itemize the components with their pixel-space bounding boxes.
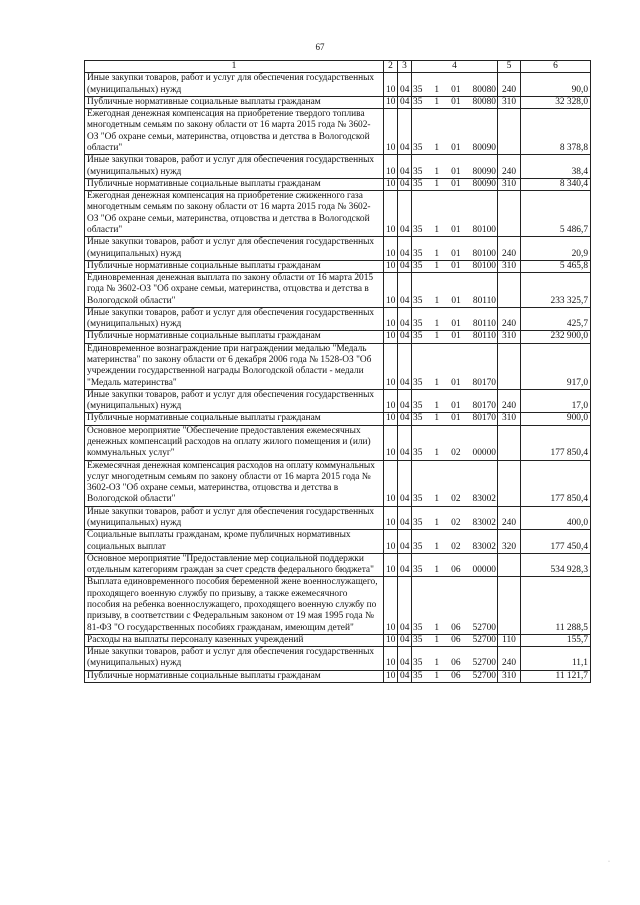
subsection-code: 04 [398,647,412,671]
code-part: 1 [434,448,440,459]
subsection-code: 04 [398,670,412,682]
table-row [85,96,591,108]
table-row [85,425,591,460]
section-code: 10 [384,155,398,179]
amount: 177 450,4 [521,530,591,554]
code-part: 80110 [472,331,496,342]
code-part: 00000 [472,565,496,576]
target-article-code-parts [413,296,496,307]
amount: 232 900,0 [521,331,591,343]
expense-type-code: 240 [498,307,521,331]
subsection-code: 04 [398,260,412,272]
row-name: Иные закупки товаров, работ и услуг для обеспечения государственных (муниципальных) нужд [85,506,384,530]
column-header: 4 [412,61,498,73]
target-article-code-parts [413,448,496,459]
code-part: 1 [434,84,440,95]
amount: 5 465,8 [521,260,591,272]
target-article-code-parts [413,249,496,260]
amount: 917,0 [521,343,591,389]
code-part: 1 [434,377,440,388]
expense-type-code [498,273,521,308]
row-name: Публичные нормативные социальные выплаты гражданам [85,413,384,425]
target-article-code-parts [413,378,496,389]
row-name: Ежемесячная денежная компенсация расходов на оплату коммунальных услуг многодетным семьям по закону области от 16 марта 2015 года № 3602-ОЗ "Об охране семьи, материнства, отцовства и детства в Вологодской области" [85,460,384,506]
subsection-code: 04 [398,460,412,506]
code-part: 52700 [472,670,496,681]
expense-type-code [498,109,521,155]
target-article-code [412,273,498,308]
code-part: 06 [451,634,461,645]
row-name: Иные закупки товаров, работ и услуг для обеспечения государственных (муниципальных) нужд [85,389,384,413]
expense-type-code: 110 [498,634,521,646]
amount: 11,1 [521,647,591,671]
amount: 11 121,7 [521,670,591,682]
table-row [85,109,591,155]
amount: 8 340,4 [521,178,591,190]
code-part: 1 [434,178,440,189]
expense-type-code: 310 [498,331,521,343]
code-part: 80090 [472,166,496,177]
row-name: Публичные нормативные социальные выплаты гражданам [85,331,384,343]
table-row [85,670,591,682]
section-code: 10 [384,178,398,190]
table-row [85,178,591,190]
code-part: 52700 [472,634,496,645]
subsection-code: 04 [398,530,412,554]
section-code: 10 [384,273,398,308]
subsection-code: 04 [398,413,412,425]
target-article-code [412,425,498,460]
code-part: 1 [434,494,440,505]
target-article-code [412,553,498,577]
amount: 425,7 [521,307,591,331]
table-row [85,553,591,577]
code-part: 35 [413,260,423,271]
code-part: 1 [434,517,440,528]
amount: 5 486,7 [521,191,591,237]
code-part: 00000 [472,448,496,459]
code-part: 80100 [472,224,496,235]
code-part: 35 [413,377,423,388]
column-header: 6 [521,61,591,73]
code-part: 80080 [472,84,496,95]
row-name: Публичные нормативные социальные выплаты гражданам [85,178,384,190]
target-article-code-parts [413,413,496,424]
target-article-code [412,178,498,190]
code-part: 1 [434,670,440,681]
target-article-code-parts [413,167,496,178]
row-name: Иные закупки товаров, работ и услуг для обеспечения государственных (муниципальных) нужд [85,155,384,179]
subsection-code: 04 [398,178,412,190]
row-name: Ежегодная денежная компенсация на приобретение твердого топлива многодетным семьям по закону области от 16 марта 2015 года № 3602-ОЗ "Об охране семьи, материнства, отцовства и детства в Вологодской области" [85,109,384,155]
amount: 90,0 [521,73,591,97]
page-number: 67 [315,42,325,52]
target-article-code [412,530,498,554]
amount: 20,9 [521,237,591,261]
row-name: Иные закупки товаров, работ и услуг для обеспечения государственных (муниципальных) нужд [85,307,384,331]
target-article-code-parts [413,143,496,154]
subsection-code: 04 [398,634,412,646]
code-part: 35 [413,142,423,153]
row-name: Расходы на выплаты персоналу казенных учреждений [85,634,384,646]
target-article-code-parts [413,671,496,682]
code-part: 06 [451,565,461,576]
code-part: 01 [451,377,461,388]
expense-type-code: 240 [498,506,521,530]
expense-type-code: 240 [498,73,521,97]
target-article-code [412,577,498,634]
code-part: 80170 [472,401,496,412]
section-code: 10 [384,425,398,460]
amount: 155,7 [521,634,591,646]
subsection-code: 04 [398,307,412,331]
row-name: Выплата единовременного пособия беременной жене военнослужащего, проходящего военную службу по призыву, а также ежемесячного пособия на ребенка военнослужащего, проходящего военную службу по призыву, в соответствии с Федеральным законом от 19 мая 1995 года № 81-ФЗ "О государственных пособиях гражданам, имеющим детей" [85,577,384,634]
code-part: 35 [413,166,423,177]
target-article-code [412,506,498,530]
target-article-code [412,389,498,413]
expense-type-code [498,191,521,237]
code-part: 02 [451,517,461,528]
code-part: 1 [434,260,440,271]
target-article-code-parts [413,401,496,412]
code-part: 1 [434,331,440,342]
target-article-code [412,191,498,237]
code-part: 35 [413,413,423,424]
section-code: 10 [384,647,398,671]
code-part: 80110 [472,319,496,330]
section-code: 10 [384,109,398,155]
section-code: 10 [384,670,398,682]
code-part: 1 [434,541,440,552]
amount: 177 850,4 [521,460,591,506]
code-part: 80170 [472,413,496,424]
code-part: 1 [434,96,440,107]
amount: 11 288,5 [521,577,591,634]
code-part: 01 [451,96,461,107]
expense-type-code [498,425,521,460]
subsection-code: 04 [398,553,412,577]
target-article-code-parts [413,261,496,272]
row-name: Иные закупки товаров, работ и услуг для обеспечения государственных (муниципальных) нужд [85,73,384,97]
code-part: 01 [451,331,461,342]
code-part: 35 [413,401,423,412]
table-row [85,577,591,634]
code-part: 1 [434,401,440,412]
target-article-code [412,647,498,671]
code-part: 06 [451,670,461,681]
row-name: Публичные нормативные социальные выплаты гражданам [85,260,384,272]
section-code: 10 [384,73,398,97]
target-article-code [412,260,498,272]
target-article-code-parts [413,494,496,505]
code-part: 83002 [472,494,496,505]
code-part: 06 [451,658,461,669]
amount: 233 325,7 [521,273,591,308]
budget-table [84,60,591,683]
target-article-code-parts [413,565,496,576]
table-row [85,530,591,554]
table-row [85,413,591,425]
row-name: Основное мероприятие "Предоставление мер социальной поддержки отдельным категориям граждан за счет средств федерального бюджета" [85,553,384,577]
table-row [85,389,591,413]
code-part: 02 [451,541,461,552]
section-code: 10 [384,260,398,272]
code-part: 35 [413,565,423,576]
code-part: 35 [413,658,423,669]
table-row [85,237,591,261]
target-article-code-parts [413,623,496,634]
table-row [85,460,591,506]
code-part: 80100 [472,260,496,271]
section-code: 10 [384,331,398,343]
code-part: 1 [434,166,440,177]
subsection-code: 04 [398,155,412,179]
code-part: 80110 [472,295,496,306]
code-part: 01 [451,260,461,271]
subsection-code: 04 [398,577,412,634]
code-part: 01 [451,319,461,330]
code-part: 01 [451,248,461,259]
subsection-code: 04 [398,237,412,261]
amount: 177 850,4 [521,425,591,460]
target-article-code [412,155,498,179]
column-header: 1 [85,61,384,73]
subsection-code: 04 [398,506,412,530]
subsection-code: 04 [398,109,412,155]
amount: 32 328,0 [521,96,591,108]
section-code: 10 [384,634,398,646]
amount: 900,0 [521,413,591,425]
corner-mark: · [608,859,610,865]
code-part: 01 [451,413,461,424]
section-code: 10 [384,460,398,506]
amount: 38,4 [521,155,591,179]
subsection-code: 04 [398,425,412,460]
column-header: 2 [384,61,398,73]
expense-type-code: 240 [498,237,521,261]
table-row [85,506,591,530]
table-header-row [85,61,591,73]
code-part: 1 [434,565,440,576]
column-header: 3 [398,61,412,73]
code-part: 35 [413,331,423,342]
expense-type-code [498,343,521,389]
amount: 534 928,3 [521,553,591,577]
code-part: 01 [451,178,461,189]
code-part: 35 [413,295,423,306]
row-name: Публичные нормативные социальные выплаты гражданам [85,670,384,682]
target-article-code-parts [413,179,496,190]
row-name: Иные закупки товаров, работ и услуг для обеспечения государственных (муниципальных) нужд [85,647,384,671]
subsection-code: 04 [398,73,412,97]
row-name: Ежегодная денежная компенсация на приобретение сжиженного газа многодетным семьям по закону области от 16 марта 2015 года № 3602-ОЗ "Об охране семьи, материнства, отцовства и детства в Вологодской области" [85,191,384,237]
section-code: 10 [384,413,398,425]
subsection-code: 04 [398,389,412,413]
table-row [85,307,591,331]
target-article-code [412,73,498,97]
target-article-code-parts [413,331,496,342]
amount: 17,0 [521,389,591,413]
expense-type-code: 310 [498,413,521,425]
code-part: 52700 [472,622,496,633]
code-part: 01 [451,142,461,153]
table-row [85,331,591,343]
target-article-code [412,343,498,389]
code-part: 35 [413,517,423,528]
section-code: 10 [384,237,398,261]
code-part: 35 [413,224,423,235]
section-code: 10 [384,307,398,331]
code-part: 80090 [472,142,496,153]
target-article-code-parts [413,542,496,553]
code-part: 35 [413,494,423,505]
expense-type-code: 240 [498,155,521,179]
expense-type-code [498,553,521,577]
code-part: 80100 [472,248,496,259]
table-row [85,273,591,308]
target-article-code-parts [413,518,496,529]
table-row [85,634,591,646]
code-part: 1 [434,319,440,330]
expense-type-code [498,460,521,506]
subsection-code: 04 [398,96,412,108]
table-row [85,191,591,237]
code-part: 80080 [472,96,496,107]
row-name: Публичные нормативные социальные выплаты гражданам [85,96,384,108]
code-part: 35 [413,96,423,107]
code-part: 35 [413,319,423,330]
target-article-code-parts [413,225,496,236]
code-part: 1 [434,295,440,306]
subsection-code: 04 [398,191,412,237]
target-article-code [412,670,498,682]
section-code: 10 [384,191,398,237]
amount: 400,0 [521,506,591,530]
target-article-code-parts [413,635,496,646]
code-part: 1 [434,248,440,259]
table-row [85,73,591,97]
table-row [85,155,591,179]
section-code: 10 [384,530,398,554]
code-part: 35 [413,634,423,645]
code-part: 01 [451,401,461,412]
code-part: 02 [451,448,461,459]
row-name: Социальные выплаты гражданам, кроме публичных нормативных социальных выплат [85,530,384,554]
code-part: 01 [451,224,461,235]
section-code: 10 [384,96,398,108]
code-part: 01 [451,295,461,306]
code-part: 01 [451,166,461,177]
target-article-code [412,460,498,506]
expense-type-code: 320 [498,530,521,554]
code-part: 80090 [472,178,496,189]
expense-type-code: 310 [498,670,521,682]
code-part: 1 [434,658,440,669]
code-part: 35 [413,248,423,259]
target-article-code [412,307,498,331]
expense-type-code [498,577,521,634]
row-name: Иные закупки товаров, работ и услуг для обеспечения государственных (муниципальных) нужд [85,237,384,261]
target-article-code [412,96,498,108]
column-header: 5 [498,61,521,73]
code-part: 35 [413,178,423,189]
code-part: 80170 [472,377,496,388]
row-name: Основное мероприятие "Обеспечение предоставления ежемесячных денежных компенсаций расходов на оплату жилого помещения и (или) коммунальных услуг" [85,425,384,460]
row-name: Единовременное вознаграждение при награждении медалью "Медаль материнства" по закону области от 6 декабря 2006 года № 1528-ОЗ "Об учреждении государственной награды Вологодской области - медали "Медаль материнства" [85,343,384,389]
section-code: 10 [384,553,398,577]
section-code: 10 [384,506,398,530]
section-code: 10 [384,577,398,634]
code-part: 1 [434,142,440,153]
code-part: 35 [413,670,423,681]
target-article-code [412,634,498,646]
code-part: 35 [413,541,423,552]
code-part: 1 [434,224,440,235]
table-row [85,260,591,272]
table-row [85,343,591,389]
target-article-code-parts [413,658,496,669]
subsection-code: 04 [398,331,412,343]
table-row [85,647,591,671]
row-name: Единовременная денежная выплата по закону области от 16 марта 2015 года № 3602-ОЗ "Об охране семьи, материнства, отцовства и детства в Вологодской области" [85,273,384,308]
target-article-code [412,237,498,261]
code-part: 1 [434,622,440,633]
expense-type-code: 310 [498,260,521,272]
code-part: 52700 [472,658,496,669]
code-part: 35 [413,622,423,633]
target-article-code-parts [413,319,496,330]
code-part: 06 [451,622,461,633]
target-article-code [412,413,498,425]
target-article-code [412,109,498,155]
target-article-code-parts [413,97,496,108]
expense-type-code: 310 [498,178,521,190]
code-part: 83002 [472,541,496,552]
subsection-code: 04 [398,273,412,308]
subsection-code: 04 [398,343,412,389]
code-part: 83002 [472,517,496,528]
code-part: 1 [434,634,440,645]
section-code: 10 [384,389,398,413]
section-code: 10 [384,343,398,389]
code-part: 1 [434,413,440,424]
target-article-code-parts [413,85,496,96]
expense-type-code: 310 [498,96,521,108]
code-part: 35 [413,84,423,95]
amount: 8 378,8 [521,109,591,155]
code-part: 01 [451,84,461,95]
code-part: 35 [413,448,423,459]
expense-type-code: 240 [498,647,521,671]
code-part: 02 [451,494,461,505]
target-article-code [412,331,498,343]
expense-type-code: 240 [498,389,521,413]
